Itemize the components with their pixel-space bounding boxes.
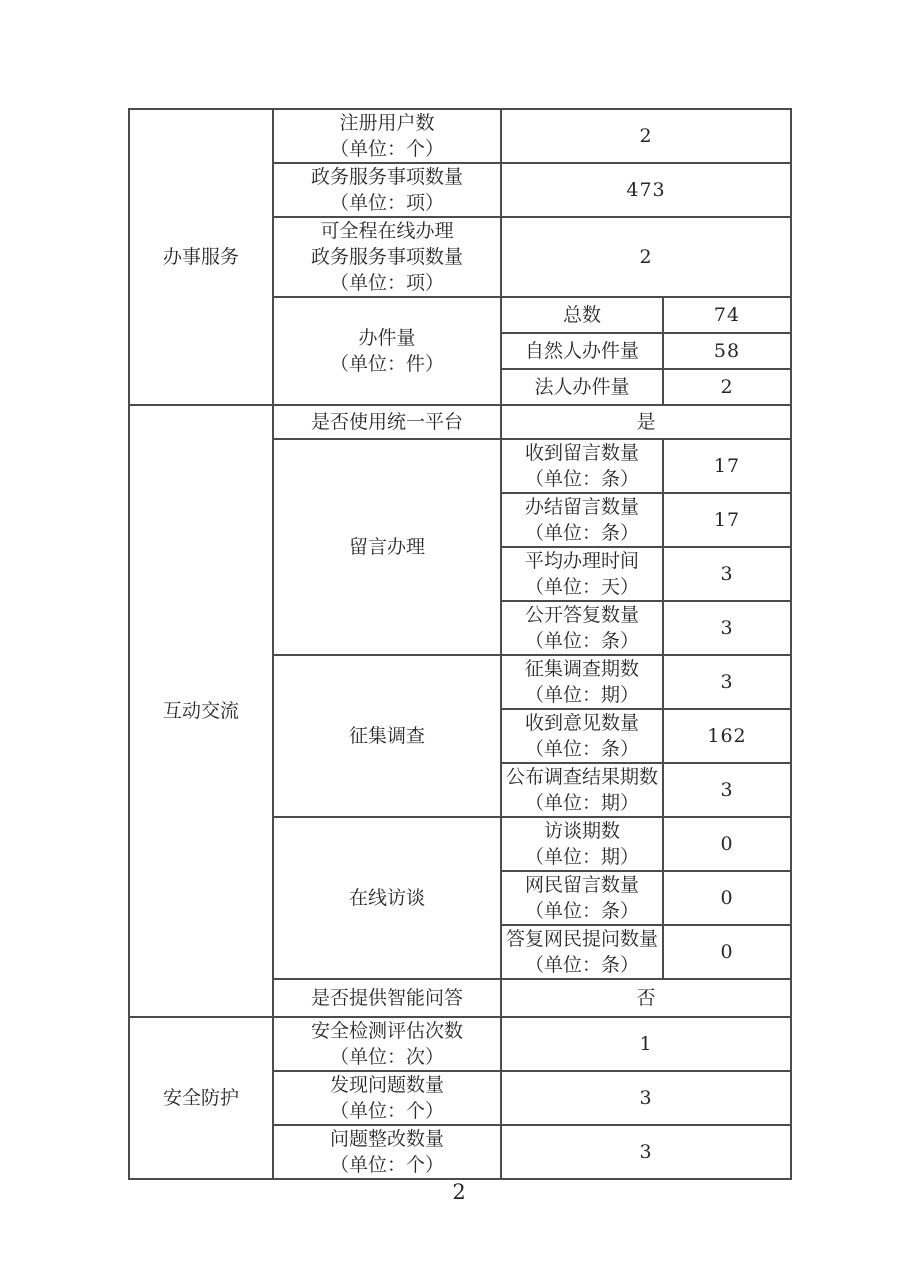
- sub-label-msg-avg-time: [501, 547, 663, 601]
- category-label: 互动交流: [162, 700, 239, 722]
- unit-line: （单位：个）: [329, 1154, 444, 1176]
- label-line: 办件量: [358, 327, 416, 349]
- category-cell-interaction: [129, 405, 273, 1017]
- unit-line: （单位：件）: [329, 353, 444, 375]
- value-cell-survey-results: 3: [663, 763, 791, 817]
- value-cell-interview-periods: 0: [663, 817, 791, 871]
- sub-label-cases-total: 总数: [501, 297, 663, 333]
- label-line: 征集调查期数: [524, 658, 639, 680]
- unit-line: （单位：项）: [329, 192, 444, 214]
- row-label-msg-handling: 留言办理: [273, 439, 501, 655]
- value-cell-gov-items: 473: [501, 163, 791, 217]
- page-number: 2: [452, 1180, 466, 1204]
- unit-line: （单位：条）: [524, 738, 639, 760]
- unit-line: （单位：条）: [524, 522, 639, 544]
- value-cell-online-items: 2: [501, 217, 791, 297]
- sub-label-interview-periods: [501, 817, 663, 871]
- value-cell-msg-received: 17: [663, 439, 791, 493]
- value-cell-reg-users: 2: [501, 109, 791, 163]
- value-cell-smart-qa: 否: [501, 979, 791, 1017]
- unit-line: （单位：条）: [524, 954, 639, 976]
- sub-label-interview-msgs: [501, 871, 663, 925]
- value-cell-problems-found: 3: [501, 1071, 791, 1125]
- row-label-online-items: [273, 217, 501, 297]
- label-line: 公开答复数量: [524, 604, 639, 626]
- unit-line: （单位：条）: [524, 900, 639, 922]
- value-cell-interview-msgs: 0: [663, 871, 791, 925]
- unit-line: （单位：期）: [524, 684, 639, 706]
- label-line: 安全检测评估次数: [310, 1020, 463, 1042]
- row-label-survey: 征集调查: [273, 655, 501, 817]
- sub-label-survey-periods: [501, 655, 663, 709]
- unit-line: （单位：个）: [329, 1100, 444, 1122]
- category-cell-services: [129, 109, 273, 405]
- label-line: 政务服务事项数量: [310, 246, 463, 268]
- unit-line: （单位：天）: [524, 576, 639, 598]
- unit-line: （单位：期）: [524, 846, 639, 868]
- unit-line: （单位：期）: [524, 792, 639, 814]
- row-label-security-checks: [273, 1017, 501, 1071]
- sub-label-msg-public-reply: [501, 601, 663, 655]
- category-label: 办事服务: [162, 246, 239, 268]
- label-line: 可全程在线办理: [320, 220, 454, 242]
- label-line: 收到留言数量: [524, 442, 639, 464]
- unit-line: （单位：个）: [329, 138, 444, 160]
- category-label: 安全防护: [162, 1087, 239, 1109]
- sub-label-survey-opinions: [501, 709, 663, 763]
- label-line: 平均办理时间: [524, 550, 639, 572]
- label-line: 问题整改数量: [329, 1128, 444, 1150]
- row-label-cases: [273, 297, 501, 405]
- unit-line: （单位：项）: [329, 272, 444, 294]
- sub-label-msg-received: [501, 439, 663, 493]
- value-cell-unified-platform: 是: [501, 405, 791, 439]
- unit-line: （单位：次）: [329, 1046, 444, 1068]
- sub-label-cases-legal: 法人办件量: [501, 369, 663, 405]
- unit-line: （单位：条）: [524, 468, 639, 490]
- value-cell-msg-public-reply: 3: [663, 601, 791, 655]
- sub-label-cases-natural: 自然人办件量: [501, 333, 663, 369]
- label-line: 公布调查结果期数: [505, 766, 658, 788]
- unit-line: （单位：条）: [524, 630, 639, 652]
- row-label-problems-found: [273, 1071, 501, 1125]
- label-line: 政务服务事项数量: [310, 166, 463, 188]
- category-cell-security: [129, 1017, 273, 1179]
- value-cell-survey-periods: 3: [663, 655, 791, 709]
- sub-label-msg-completed: [501, 493, 663, 547]
- sub-label-survey-results: [501, 763, 663, 817]
- value-cell-cases-total: 74: [663, 297, 791, 333]
- value-cell-problems-fixed: 3: [501, 1125, 791, 1179]
- row-label-problems-fixed: [273, 1125, 501, 1179]
- row-label-smart-qa: 是否提供智能问答: [273, 979, 501, 1017]
- row-label-unified-platform: 是否使用统一平台: [273, 405, 501, 439]
- value-cell-survey-opinions: 162: [663, 709, 791, 763]
- label-line: 答复网民提问数量: [505, 928, 658, 950]
- value-cell-msg-avg-time: 3: [663, 547, 791, 601]
- label-line: 发现问题数量: [329, 1074, 444, 1096]
- value-cell-msg-completed: 17: [663, 493, 791, 547]
- label-line: 收到意见数量: [524, 712, 639, 734]
- label-line: 办结留言数量: [524, 496, 639, 518]
- value-cell-interview-replies: 0: [663, 925, 791, 979]
- row-label-gov-items: [273, 163, 501, 217]
- value-cell-cases-legal: 2: [663, 369, 791, 405]
- sub-label-interview-replies: [501, 925, 663, 979]
- row-label-interview: 在线访谈: [273, 817, 501, 979]
- label-line: 网民留言数量: [524, 874, 639, 896]
- label-line: 注册用户数: [339, 112, 435, 134]
- value-cell-security-checks: 1: [501, 1017, 791, 1071]
- value-cell-cases-natural: 58: [663, 333, 791, 369]
- label-line: 访谈期数: [543, 820, 620, 842]
- row-label-reg-users: [273, 109, 501, 163]
- statistics-table: [128, 108, 792, 1180]
